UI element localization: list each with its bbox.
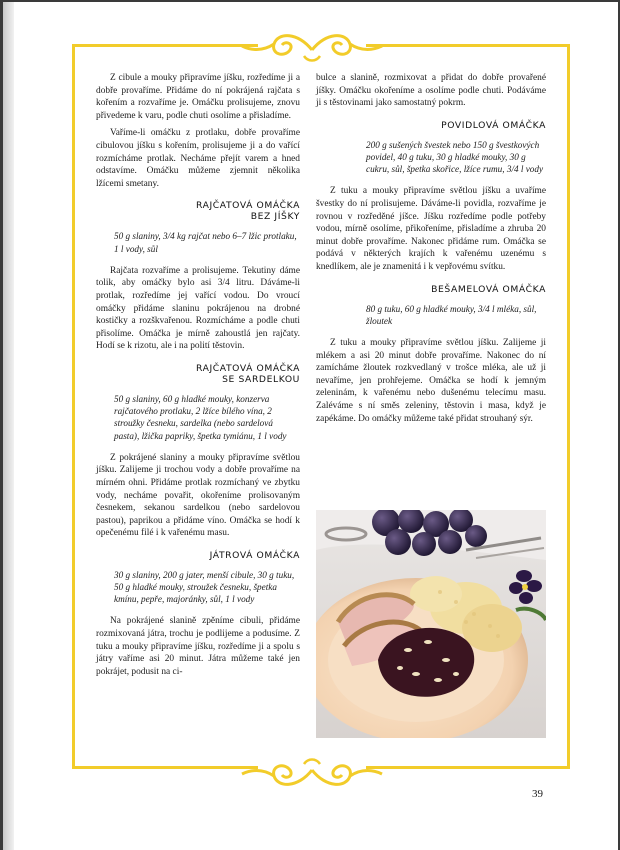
ingredients-list: 80 g tuku, 60 g hladké mouky, 3/4 l mléka, sůl, žloutek	[366, 303, 537, 326]
paragraph: Rajčata rozvaříme a prolisujeme. Tekutiny dáme tolik, aby omáčky bylo asi 3/4 litru. Dáváme-li protlak, rozředíme jej vařící vodou. Do vroucí omáčky přidáme slaninu pokrájenou na drobné kostičky a rozškvařenou. Rozmícháme a podle chuti přisolíme. Omáčka je mírně zahoustlá jen rajčaty. Hodí se k rizotu, ale i na polití těstovin.	[96, 265, 300, 352]
paragraph: Vaříme-li omáčku z protlaku, dobře provaříme cibulovou jíšku s kořením, prolisujeme ji a do vařící rozmícháme protlak. Necháme přejít varem a hned odstavíme. Omáčku můžeme zjemnit několika lžícemi smetany.	[96, 128, 300, 189]
recipe-heading	[96, 363, 300, 385]
paragraph: Na pokrájené slanině zpěníme cibuli, přidáme rozmixovaná játra, trochu je podlijeme a podusíme. Z tuku a mouky připravíme jíšku, rozředíme ji a spolu s játry vaříme asi 20 minut. Játra můžeme také jen pokrájet, podusit na ci-	[96, 616, 300, 677]
heading-line: RAJČATOVÁ OMÁČKA	[195, 362, 300, 374]
right-column	[316, 72, 546, 430]
heading-line: RAJČATOVÁ OMÁČKA	[195, 200, 300, 212]
heading-line: SE SARDELKOU	[222, 373, 300, 385]
ingredients-list: 200 g sušených švestek nebo 150 g švestkových povidel, 40 g tuku, 30 g hladké mouky, 30 g cukru, sůl, špetka skořice, lžíce rumu, 3/4 l vody	[366, 139, 544, 175]
ingredients-list: 50 g slaniny, 3/4 kg rajčat nebo 6–7 lžic protlaku, 1 l vody, sůl	[114, 231, 297, 254]
recipe-heading	[96, 200, 300, 222]
paragraph: Z tuku a mouky připravíme světlou jíšku a uvaříme švestky do ní prolisujeme. Dáváme-li povidla, rozvaříme je rovnou v rozředěné jíšce. Jíšku rozředíme podle potřeby vodou, mírně osolíme, přikořeníme, přisladíme a zhruba 20 minut dobře provaříme. Nakonec přidáme rum. Omáčka se podává v některých krajích k vařenému uzenému s knedlíkem, ale je znamenitá i k vepřovému svítku.	[316, 186, 546, 272]
recipe-heading: BEŠAMELOVÁ OMÁČKA	[431, 283, 546, 295]
paragraph: Z tuku a mouky připravíme světlou jíšku. Zalijeme ji mlékem a asi 20 minut dobře provaříme. Nakonec do ní zamícháme žloutek rozkvedlaný v trošce mléka, ale už ji nevaříme, jen prohřejeme. Omáčka se hodí k jemným zeleninám, k vařenému nebo dušenému telecímu masu. Zaléváme s ní směs zeleniny, těstovin i masa, když je zapékáme. Do omáčky můžeme také přidat strouhaný sýr.	[316, 337, 546, 424]
recipe-heading: JÁTROVÁ OMÁČKA	[209, 549, 300, 561]
paragraph: bulce a slanině, rozmixovat a přidat do dobře provařené jíšky. Omáčku okořeníme a osolíme podle chuti. Podáváme ji s těstovinami jako samostatný pokrm.	[316, 73, 546, 109]
heading-line: BEZ JÍŠKY	[250, 211, 300, 223]
food-photo-icon	[316, 510, 546, 738]
recipe-heading: POVIDLOVÁ OMÁČKA	[441, 119, 546, 131]
page-number: 39	[532, 788, 543, 800]
left-column	[96, 72, 300, 683]
ingredients-list: 30 g slaniny, 200 g jater, menší cibule, 30 g tuku, 50 g hladké mouky, stroužek česneku, špetka kmínu, pepře, majoránky, sůl, 1 l vody	[114, 569, 295, 605]
ingredients-list: 50 g slaniny, 60 g hladké mouky, konzerva rajčatového protlaku, 2 lžíce bílého vína, 2 stroužky česneku, sardelka (nebo sardelová pasta), lžička papriky, špetka tymiánu, 1 l vody	[114, 393, 287, 441]
bottom-ornament-icon	[238, 752, 386, 792]
paragraph: Z cibule a mouky připravíme jíšku, rozředíme ji a dobře provaříme. Přidáme do ní pokrájená rajčata s kořením a rozvaříme je. Omáčku prolisujeme, znovu přivedeme k varu, podle chuti osolíme a přisladíme.	[96, 73, 300, 121]
top-ornament-icon	[238, 28, 386, 68]
paragraph: Z pokrájené slaniny a mouky připravíme světlou jíšku. Zalijeme ji trochou vody a dobře provaříme na mírném ohni. Přidáme protlak rozmíchaný ve zbytku vody, necháme povařit, okořeníme prolisovaným česnekem, sekanou sardelkou (nebo sardelovou pastou), paprikou a přidáme víno. Omáčka se hodí k opečenému filé i k vařenému masu.	[96, 452, 300, 539]
